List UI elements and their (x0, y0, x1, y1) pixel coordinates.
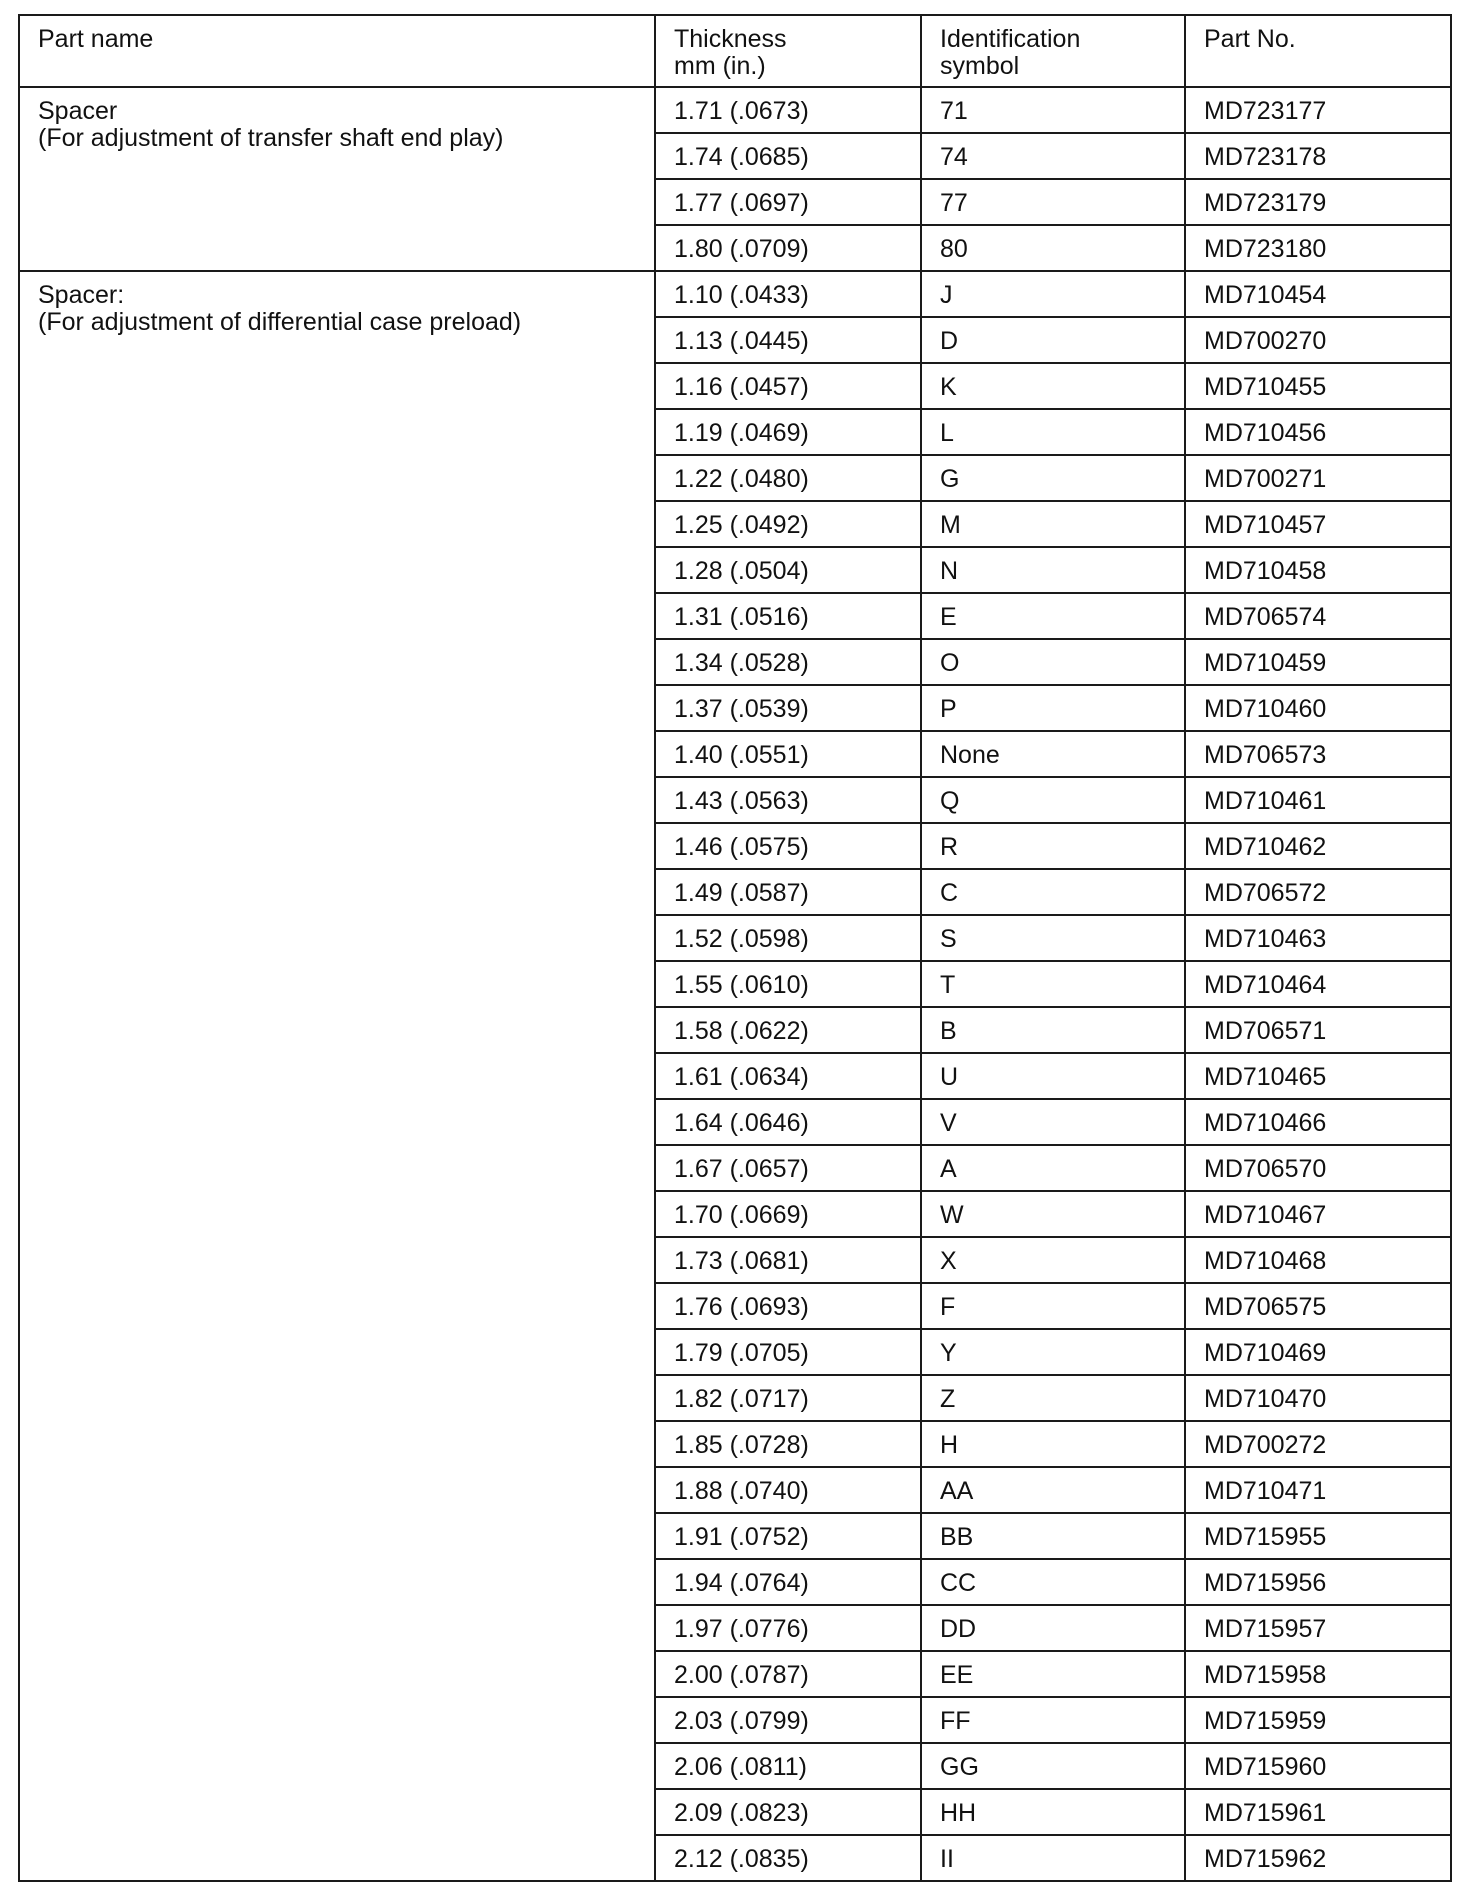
thickness-cell: 2.06 (.0811) (655, 1743, 921, 1789)
part-no-cell: MD700271 (1185, 455, 1451, 501)
symbol-cell: FF (921, 1697, 1185, 1743)
thickness-cell: 1.77 (.0697) (655, 179, 921, 225)
part-no-cell: MD700270 (1185, 317, 1451, 363)
header-row (19, 15, 1451, 87)
symbol-cell: O (921, 639, 1185, 685)
symbol-cell: H (921, 1421, 1185, 1467)
part-name-purpose: (For adjustment of transfer shaft end play) (38, 124, 504, 152)
part-name-purpose: (For adjustment of differential case preload) (38, 308, 522, 336)
symbol-cell: X (921, 1237, 1185, 1283)
part-no-cell: MD710471 (1185, 1467, 1451, 1513)
thickness-cell: 1.70 (.0669) (655, 1191, 921, 1237)
part-no-cell: MD715956 (1185, 1559, 1451, 1605)
thickness-cell: 1.22 (.0480) (655, 455, 921, 501)
part-no-cell: MD710457 (1185, 501, 1451, 547)
symbol-cell: BB (921, 1513, 1185, 1559)
thickness-cell: 1.28 (.0504) (655, 547, 921, 593)
part-name-title: Spacer (38, 97, 118, 125)
part-no-cell: MD715961 (1185, 1789, 1451, 1835)
part-no-cell: MD710454 (1185, 271, 1451, 317)
part-no-cell: MD723180 (1185, 225, 1451, 271)
symbol-cell: R (921, 823, 1185, 869)
table-body (19, 87, 1451, 1881)
thickness-cell: 1.88 (.0740) (655, 1467, 921, 1513)
symbol-cell: C (921, 869, 1185, 915)
thickness-cell: 1.25 (.0492) (655, 501, 921, 547)
symbol-cell: P (921, 685, 1185, 731)
symbol-cell: U (921, 1053, 1185, 1099)
thickness-cell: 1.34 (.0528) (655, 639, 921, 685)
part-no-cell: MD710464 (1185, 961, 1451, 1007)
part-no-cell: MD710468 (1185, 1237, 1451, 1283)
symbol-cell: Z (921, 1375, 1185, 1421)
thickness-cell: 1.37 (.0539) (655, 685, 921, 731)
symbol-cell: B (921, 1007, 1185, 1053)
part-no-cell: MD710466 (1185, 1099, 1451, 1145)
part-no-cell: MD706573 (1185, 731, 1451, 777)
thickness-cell: 1.79 (.0705) (655, 1329, 921, 1375)
symbol-cell: L (921, 409, 1185, 455)
thickness-cell: 1.19 (.0469) (655, 409, 921, 455)
symbol-cell: CC (921, 1559, 1185, 1605)
part-no-cell: MD715955 (1185, 1513, 1451, 1559)
part-no-cell: MD715960 (1185, 1743, 1451, 1789)
header-identification-symbol (921, 15, 1185, 87)
thickness-cell: 1.85 (.0728) (655, 1421, 921, 1467)
symbol-cell: K (921, 363, 1185, 409)
symbol-cell: D (921, 317, 1185, 363)
header-symbol-line1: Identification (940, 25, 1081, 53)
thickness-cell: 1.64 (.0646) (655, 1099, 921, 1145)
table-row (19, 87, 1451, 133)
header-symbol-line2: symbol (940, 52, 1020, 80)
header-thickness (655, 15, 921, 87)
symbol-cell: AA (921, 1467, 1185, 1513)
part-no-cell: MD715958 (1185, 1651, 1451, 1697)
symbol-cell: T (921, 961, 1185, 1007)
header-thickness-line2: mm (in.) (674, 52, 766, 80)
part-no-cell: MD710465 (1185, 1053, 1451, 1099)
header-part-name: Part name (19, 15, 655, 87)
thickness-cell: 1.80 (.0709) (655, 225, 921, 271)
part-no-cell: MD706570 (1185, 1145, 1451, 1191)
thickness-cell: 1.97 (.0776) (655, 1605, 921, 1651)
table-row (19, 271, 1451, 317)
part-name-cell (19, 271, 655, 1881)
symbol-cell: 74 (921, 133, 1185, 179)
thickness-cell: 2.09 (.0823) (655, 1789, 921, 1835)
thickness-cell: 1.76 (.0693) (655, 1283, 921, 1329)
symbol-cell: 71 (921, 87, 1185, 133)
symbol-cell: None (921, 731, 1185, 777)
symbol-cell: HH (921, 1789, 1185, 1835)
symbol-cell: N (921, 547, 1185, 593)
part-no-cell: MD723177 (1185, 87, 1451, 133)
thickness-cell: 1.40 (.0551) (655, 731, 921, 777)
part-no-cell: MD710462 (1185, 823, 1451, 869)
part-no-cell: MD710455 (1185, 363, 1451, 409)
thickness-cell: 1.52 (.0598) (655, 915, 921, 961)
thickness-cell: 1.16 (.0457) (655, 363, 921, 409)
part-no-cell: MD710470 (1185, 1375, 1451, 1421)
thickness-cell: 1.94 (.0764) (655, 1559, 921, 1605)
part-no-cell: MD710467 (1185, 1191, 1451, 1237)
part-no-cell: MD723179 (1185, 179, 1451, 225)
symbol-cell: 77 (921, 179, 1185, 225)
header-part-no: Part No. (1185, 15, 1451, 87)
part-name-title: Spacer: (38, 281, 125, 309)
part-no-cell: MD706572 (1185, 869, 1451, 915)
part-no-cell: MD710459 (1185, 639, 1451, 685)
thickness-cell: 2.03 (.0799) (655, 1697, 921, 1743)
thickness-cell: 1.58 (.0622) (655, 1007, 921, 1053)
symbol-cell: Q (921, 777, 1185, 823)
header-thickness-line1: Thickness (674, 25, 787, 53)
symbol-cell: V (921, 1099, 1185, 1145)
part-no-cell: MD706575 (1185, 1283, 1451, 1329)
symbol-cell: A (921, 1145, 1185, 1191)
part-no-cell: MD710460 (1185, 685, 1451, 731)
thickness-cell: 1.71 (.0673) (655, 87, 921, 133)
part-no-cell: MD715957 (1185, 1605, 1451, 1651)
thickness-cell: 1.82 (.0717) (655, 1375, 921, 1421)
part-no-cell: MD710458 (1185, 547, 1451, 593)
thickness-cell: 1.31 (.0516) (655, 593, 921, 639)
part-no-cell: MD715962 (1185, 1835, 1451, 1881)
thickness-cell: 1.43 (.0563) (655, 777, 921, 823)
thickness-cell: 1.46 (.0575) (655, 823, 921, 869)
thickness-cell: 1.61 (.0634) (655, 1053, 921, 1099)
part-no-cell: MD706574 (1185, 593, 1451, 639)
part-no-cell: MD710461 (1185, 777, 1451, 823)
thickness-cell: 1.10 (.0433) (655, 271, 921, 317)
thickness-cell: 2.12 (.0835) (655, 1835, 921, 1881)
symbol-cell: M (921, 501, 1185, 547)
symbol-cell: J (921, 271, 1185, 317)
symbol-cell: DD (921, 1605, 1185, 1651)
thickness-cell: 1.91 (.0752) (655, 1513, 921, 1559)
part-no-cell: MD723178 (1185, 133, 1451, 179)
symbol-cell: GG (921, 1743, 1185, 1789)
thickness-cell: 2.00 (.0787) (655, 1651, 921, 1697)
thickness-cell: 1.67 (.0657) (655, 1145, 921, 1191)
part-no-cell: MD710456 (1185, 409, 1451, 455)
symbol-cell: II (921, 1835, 1185, 1881)
part-name-cell (19, 87, 655, 271)
symbol-cell: S (921, 915, 1185, 961)
part-no-cell: MD710469 (1185, 1329, 1451, 1375)
thickness-cell: 1.73 (.0681) (655, 1237, 921, 1283)
symbol-cell: F (921, 1283, 1185, 1329)
symbol-cell: G (921, 455, 1185, 501)
part-no-cell: MD700272 (1185, 1421, 1451, 1467)
table-header (19, 15, 1451, 87)
symbol-cell: Y (921, 1329, 1185, 1375)
symbol-cell: W (921, 1191, 1185, 1237)
thickness-cell: 1.49 (.0587) (655, 869, 921, 915)
thickness-cell: 1.74 (.0685) (655, 133, 921, 179)
part-no-cell: MD715959 (1185, 1697, 1451, 1743)
part-no-cell: MD710463 (1185, 915, 1451, 961)
thickness-cell: 1.13 (.0445) (655, 317, 921, 363)
symbol-cell: EE (921, 1651, 1185, 1697)
part-no-cell: MD706571 (1185, 1007, 1451, 1053)
spacer-parts-table (18, 14, 1452, 1882)
symbol-cell: 80 (921, 225, 1185, 271)
symbol-cell: E (921, 593, 1185, 639)
thickness-cell: 1.55 (.0610) (655, 961, 921, 1007)
